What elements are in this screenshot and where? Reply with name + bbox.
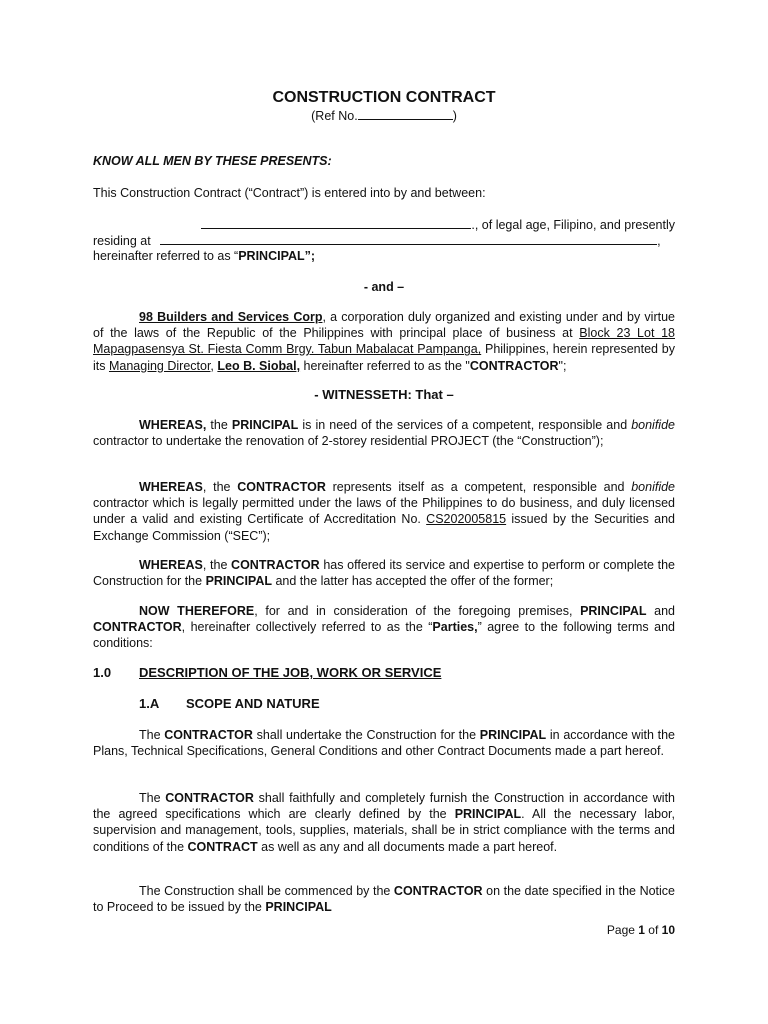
section-1a-title: SCOPE AND NATURE bbox=[186, 696, 320, 711]
scope-paragraph-1: The CONTRACTOR shall undertake the Construction for the PRINCIPAL in accordance with the Plans, Technical Specifications, General Conditions and other Contract Documents made a part hereof. bbox=[93, 728, 676, 759]
contractor-rep-name: Leo B. Siobal, bbox=[217, 358, 301, 373]
page-number: Page 1 of 10 bbox=[606, 923, 675, 937]
contractor-rep-title: Managing Director, bbox=[108, 358, 214, 373]
whereas-paragraph-1: WHEREAS, the PRINCIPAL is in need of the services of a competent, responsible and bonifide contractor to undertake the renovation of 2-storey residential PROJECT (the “Construction”); bbox=[93, 418, 675, 449]
contractor-address: Block 23 Lot 18 Mapagpasensya St. Fiesta Comm Brgy. Tabun Mabalacat Pampanga, bbox=[93, 326, 675, 357]
contractor-paragraph: 98 Builders and Services Corp, a corporation duly organized and existing under and by virtue of the laws of the Republic of the Philippines with principal place of business at Block 23 Lot 18 Mapagpasensya St. Fiesta Comm Brgy. Tabun Mabalacat Pampanga, Philippines, herein represented by its Managing Director, Leo B. Siobal, hereinafter referred to as the "CONTRACTOR"; bbox=[93, 310, 675, 373]
section-1-number: 1.0 bbox=[93, 665, 112, 680]
now-therefore-paragraph: NOW THEREFORE, for and in consideration of the foregoing premises, PRINCIPAL and CONTRACTOR, hereinafter collectively referred to as the “Parties,” agree to the following terms and conditions: bbox=[93, 604, 675, 651]
principal-line-1: ., of legal age, Filipino, and presently bbox=[185, 216, 675, 233]
accreditation-number: CS202005815 bbox=[426, 512, 507, 527]
whereas-paragraph-2: WHEREAS, the CONTRACTOR represents itself as a competent, responsible and bonifide contractor which is legally permitted under the laws of the Philippines to do business, and duly licensed under a valid and existing Certificate of Accreditation No. CS202005815 issued by the Securities and Exchange Commission (“SEC”); bbox=[93, 480, 676, 543]
scope-paragraph-2: The CONTRACTOR shall faithfully and completely furnish the Construction in accordance with the agreed specifications which are clearly defined by the PRINCIPAL. All the necessary labor, supervision and management, tools, supplies, materials, shall be in strict compliance with the terms and conditions of the CONTRACT as well as any and all documents made a part hereof. bbox=[93, 791, 675, 854]
witnesseth-heading: - WITNESSETH: That – bbox=[314, 387, 454, 402]
principal-line-2: residing at , bbox=[93, 234, 661, 248]
reference-number: (Ref No. ) bbox=[311, 109, 457, 123]
principal-line-3: hereinafter referred to as “PRINCIPAL”; bbox=[93, 249, 316, 263]
section-1a-number: 1.A bbox=[139, 696, 160, 711]
document-title: CONSTRUCTION CONTRACT bbox=[272, 89, 496, 106]
whereas-paragraph-3: WHEREAS, the CONTRACTOR has offered its service and expertise to perform or complete the Construction for the PRINCIPAL and the latter has accepted the offer of the former; bbox=[93, 558, 675, 589]
section-1-title: DESCRIPTION OF THE JOB, WORK OR SERVICE bbox=[139, 665, 442, 680]
scope-paragraph-3: The Construction shall be commenced by the CONTRACTOR on the date specified in the Notice to Proceed to be issued by the PRINCIPAL bbox=[93, 884, 675, 915]
principal-address-blank bbox=[160, 232, 657, 245]
ref-number-blank bbox=[358, 107, 453, 120]
intro-paragraph: This Construction Contract (“Contract”) is entered into by and between: bbox=[93, 186, 486, 200]
principal-name-blank bbox=[201, 216, 471, 229]
contractor-name: 98 Builders and Services Corp bbox=[139, 310, 323, 324]
know-all-heading: KNOW ALL MEN BY THESE PRESENTS: bbox=[93, 154, 332, 168]
and-separator: - and – bbox=[363, 280, 405, 294]
